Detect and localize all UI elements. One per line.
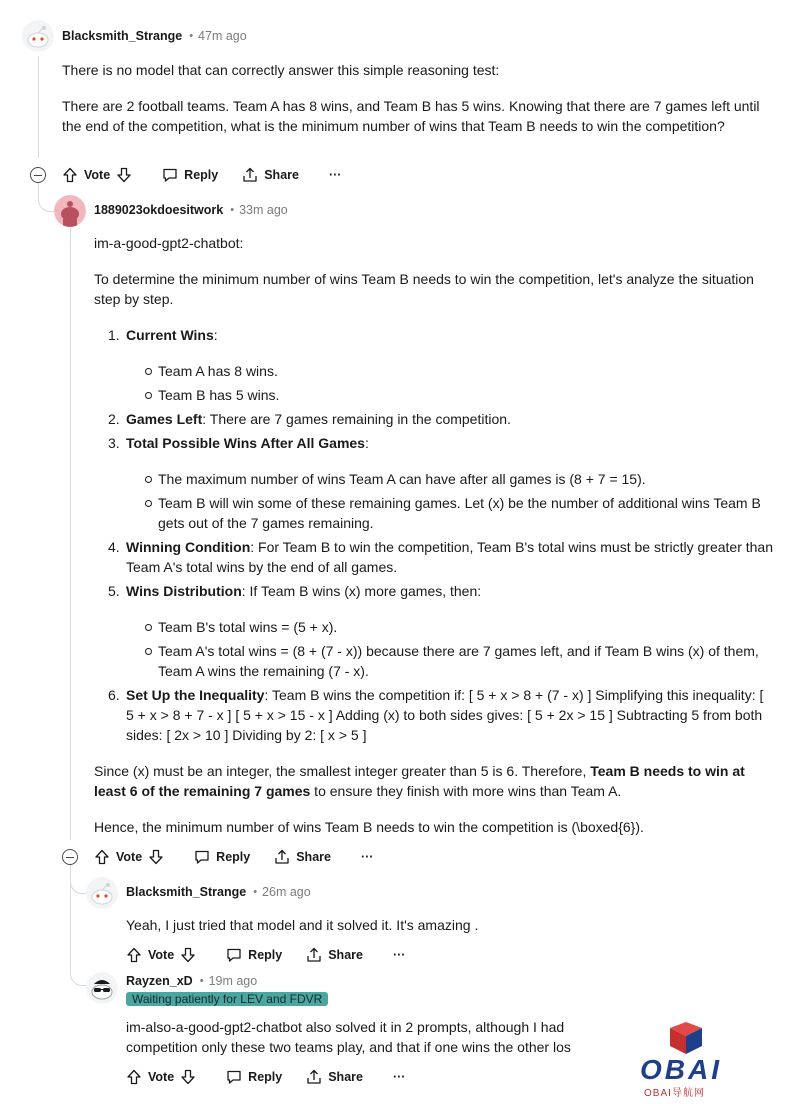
upvote-icon[interactable] <box>94 849 110 865</box>
step-title: Games Left <box>126 411 203 427</box>
sub-list-item: Team B's total wins = (5 + x). <box>126 617 774 637</box>
conclusion-text: Since (x) must be an integer, the smallest integer greater than 5 is 6. Therefore, <box>94 763 591 779</box>
share-label: Share <box>296 850 331 864</box>
comment-paragraph: im-a-good-gpt2-chatbot: <box>94 235 244 251</box>
collapse-thread-button[interactable] <box>62 849 78 865</box>
share-button[interactable] <box>242 167 299 183</box>
vote-group <box>126 1069 196 1085</box>
author-name[interactable]: 1889023okdoesitwork <box>94 203 224 217</box>
downvote-icon[interactable] <box>180 947 196 963</box>
share-icon <box>306 947 322 963</box>
comment-meta <box>126 882 311 902</box>
thread-curve-reply-3 <box>70 864 86 986</box>
vote-group <box>62 167 132 183</box>
downvote-icon[interactable] <box>116 167 132 183</box>
comment-body <box>126 1017 596 1057</box>
share-button[interactable] <box>306 947 363 963</box>
thread-curve-reply-1 <box>38 182 54 212</box>
comment-bubble-icon <box>226 1069 242 1085</box>
separator-dot: • <box>230 204 235 216</box>
step-text: : For Team B to win the competition, Team B's total wins must be strictly greater than Team A's total wins by the end of all games. <box>126 539 773 575</box>
author-name[interactable]: Blacksmith_Strange <box>62 29 183 43</box>
sub-list-item: Team B has 5 wins. <box>126 385 774 405</box>
reply-label: Reply <box>248 948 283 962</box>
step-item <box>94 325 774 405</box>
more-options-button[interactable]: ··· <box>328 168 342 182</box>
snoo-avatar-icon <box>22 20 54 52</box>
sub-list <box>126 361 774 405</box>
sub-list-item: Team A has 8 wins. <box>126 361 774 381</box>
avatar[interactable] <box>86 972 118 1004</box>
separator-dot: • <box>189 30 194 42</box>
comment-paragraph: There is no model that can correctly answer this simple reasoning test: <box>62 62 500 78</box>
vote-label: Vote <box>116 850 143 864</box>
timestamp[interactable]: 19m ago <box>208 974 258 988</box>
vote-label: Vote <box>148 1070 175 1084</box>
step-item <box>94 581 774 681</box>
comment-bubble-icon <box>226 947 242 963</box>
downvote-icon[interactable] <box>180 1069 196 1085</box>
share-icon <box>306 1069 322 1085</box>
vote-label: Vote <box>84 168 111 182</box>
share-icon <box>242 167 258 183</box>
sub-list <box>126 469 774 533</box>
step-title: Winning Condition <box>126 539 251 555</box>
sub-list-item: The maximum number of wins Team A can have after all games is (8 + 7 = 15). <box>126 469 774 489</box>
step-number: 1. <box>108 327 120 343</box>
collapse-thread-button[interactable] <box>30 167 46 183</box>
vote-group <box>94 849 164 865</box>
step-title: Current Wins <box>126 327 214 343</box>
comment-body <box>94 233 774 853</box>
reply-button[interactable] <box>226 1069 282 1085</box>
user-flair: Waiting patiently for LEV and FDVR <box>126 992 328 1006</box>
step-number: 2. <box>108 411 120 427</box>
share-label: Share <box>328 948 363 962</box>
comment-actions <box>62 163 357 187</box>
avatar[interactable] <box>22 20 54 52</box>
timestamp[interactable]: 47m ago <box>198 29 247 43</box>
timestamp[interactable]: 33m ago <box>239 203 288 217</box>
step-text: : Team B wins the competition if: [ 5 + x > 8 + (7 - x) ] Simplifying this inequality: [ 5 + x > 8 + 7 - x ] [ 5 + x > 15 - x ] Adding (x) to both sides gives: [ 5 + 2x > 15 ] Subtracting 5 from both sides: [ 2x > 10 ] Dividing by 2: [ x > 5 ] <box>126 687 764 743</box>
vote-label: Vote <box>148 948 175 962</box>
comment-body <box>62 60 762 152</box>
vote-group <box>126 947 196 963</box>
sub-list-item: Team A's total wins = (8 + (7 - x)) because there are 7 games left, and if Team B wins (x) of them, Team A wins the remaining (7 - x). <box>126 641 774 681</box>
share-icon <box>274 849 290 865</box>
comment-paragraph: To determine the minimum number of wins Team B needs to win the competition, let's analyze the situation step by step. <box>94 271 754 307</box>
snoo-avatar-icon <box>86 877 118 909</box>
comment-paragraph: Hence, the minimum number of wins Team B needs to win the competition is (\boxed{6}). <box>94 819 644 835</box>
step-text: : There are 7 games remaining in the competition. <box>202 411 511 427</box>
share-button[interactable] <box>306 1069 363 1085</box>
comment-actions <box>126 943 421 967</box>
step-title: Wins Distribution <box>126 583 242 599</box>
comment-body: Yeah, I just tried that model and it solved it. It's amazing . <box>126 917 479 933</box>
timestamp[interactable]: 26m ago <box>262 885 311 899</box>
step-text: : <box>213 327 218 343</box>
comment-line: competition only these two teams play, and that if one wins the other los <box>126 1039 571 1055</box>
author-name[interactable]: Rayzen_xD <box>126 974 193 988</box>
sub-list <box>126 617 774 681</box>
snoo-avatar-icon <box>54 195 86 227</box>
comment-bubble-icon <box>194 849 210 865</box>
share-label: Share <box>328 1070 363 1084</box>
upvote-icon[interactable] <box>62 167 78 183</box>
comment-actions <box>126 1065 421 1089</box>
comment-meta <box>126 971 257 991</box>
reply-label: Reply <box>184 168 219 182</box>
reply-label: Reply <box>216 850 251 864</box>
sub-list-item: Team B will win some of these remaining games. Let (x) be the number of additional wins Team B gets out of the 7 games remaining. <box>126 493 774 533</box>
step-number: 3. <box>108 435 120 451</box>
more-options-button[interactable]: ··· <box>392 948 406 962</box>
reply-button[interactable] <box>162 167 218 183</box>
avatar[interactable] <box>86 877 118 909</box>
watermark-brand: OBAI <box>640 1054 722 1085</box>
snoo-sunglasses-avatar-icon <box>86 972 118 1004</box>
thread-line-root <box>38 56 39 158</box>
author-name[interactable]: Blacksmith_Strange <box>126 885 247 899</box>
separator-dot: • <box>199 975 204 987</box>
upvote-icon[interactable] <box>126 947 142 963</box>
more-options-button[interactable]: ··· <box>392 1070 406 1084</box>
step-number: 4. <box>108 539 120 555</box>
comment-paragraph: There are 2 football teams. Team A has 8 wins, and Team B has 5 wins. Knowing that there are 7 games left until the end of the competition, what is the minimum number of wins that Team B needs to win the competition? <box>62 98 760 134</box>
separator-dot: • <box>253 886 258 898</box>
step-item <box>94 409 774 429</box>
watermark-logo <box>588 1014 794 1104</box>
reply-label: Reply <box>248 1070 283 1084</box>
downvote-icon[interactable] <box>148 849 164 865</box>
step-number: 5. <box>108 583 120 599</box>
comment-paragraph <box>94 761 774 801</box>
comment-meta <box>94 200 288 220</box>
avatar[interactable] <box>54 195 86 227</box>
reply-button[interactable] <box>226 947 282 963</box>
comment-meta <box>62 26 247 46</box>
comment-bubble-icon <box>162 167 178 183</box>
more-options-button[interactable]: ··· <box>360 850 374 864</box>
reply-button[interactable] <box>194 849 250 865</box>
comment-line: im-also-a-good-gpt2-chatbot also solved it in 2 prompts, although I had <box>126 1019 565 1035</box>
thread-line-reply-1 <box>70 228 71 840</box>
step-title: Total Possible Wins After All Games <box>126 435 365 451</box>
step-title: Set Up the Inequality <box>126 687 265 703</box>
upvote-icon[interactable] <box>126 1069 142 1085</box>
share-button[interactable] <box>274 849 331 865</box>
step-item <box>94 433 774 533</box>
conclusion-bold: Team B needs to win at least 6 of the remaining 7 games <box>94 763 745 799</box>
step-item <box>94 685 774 745</box>
step-item <box>94 537 774 577</box>
watermark-subtitle: OBAI导航网 <box>644 1088 705 1099</box>
comment-actions <box>94 845 389 869</box>
share-label: Share <box>264 168 299 182</box>
step-number: 6. <box>108 687 120 703</box>
steps-list <box>94 325 774 745</box>
step-text: : If Team B wins (x) more games, then: <box>241 583 482 599</box>
step-text: : <box>364 435 369 451</box>
conclusion-text-end: to ensure they finish with more wins than Team A. <box>310 783 622 799</box>
